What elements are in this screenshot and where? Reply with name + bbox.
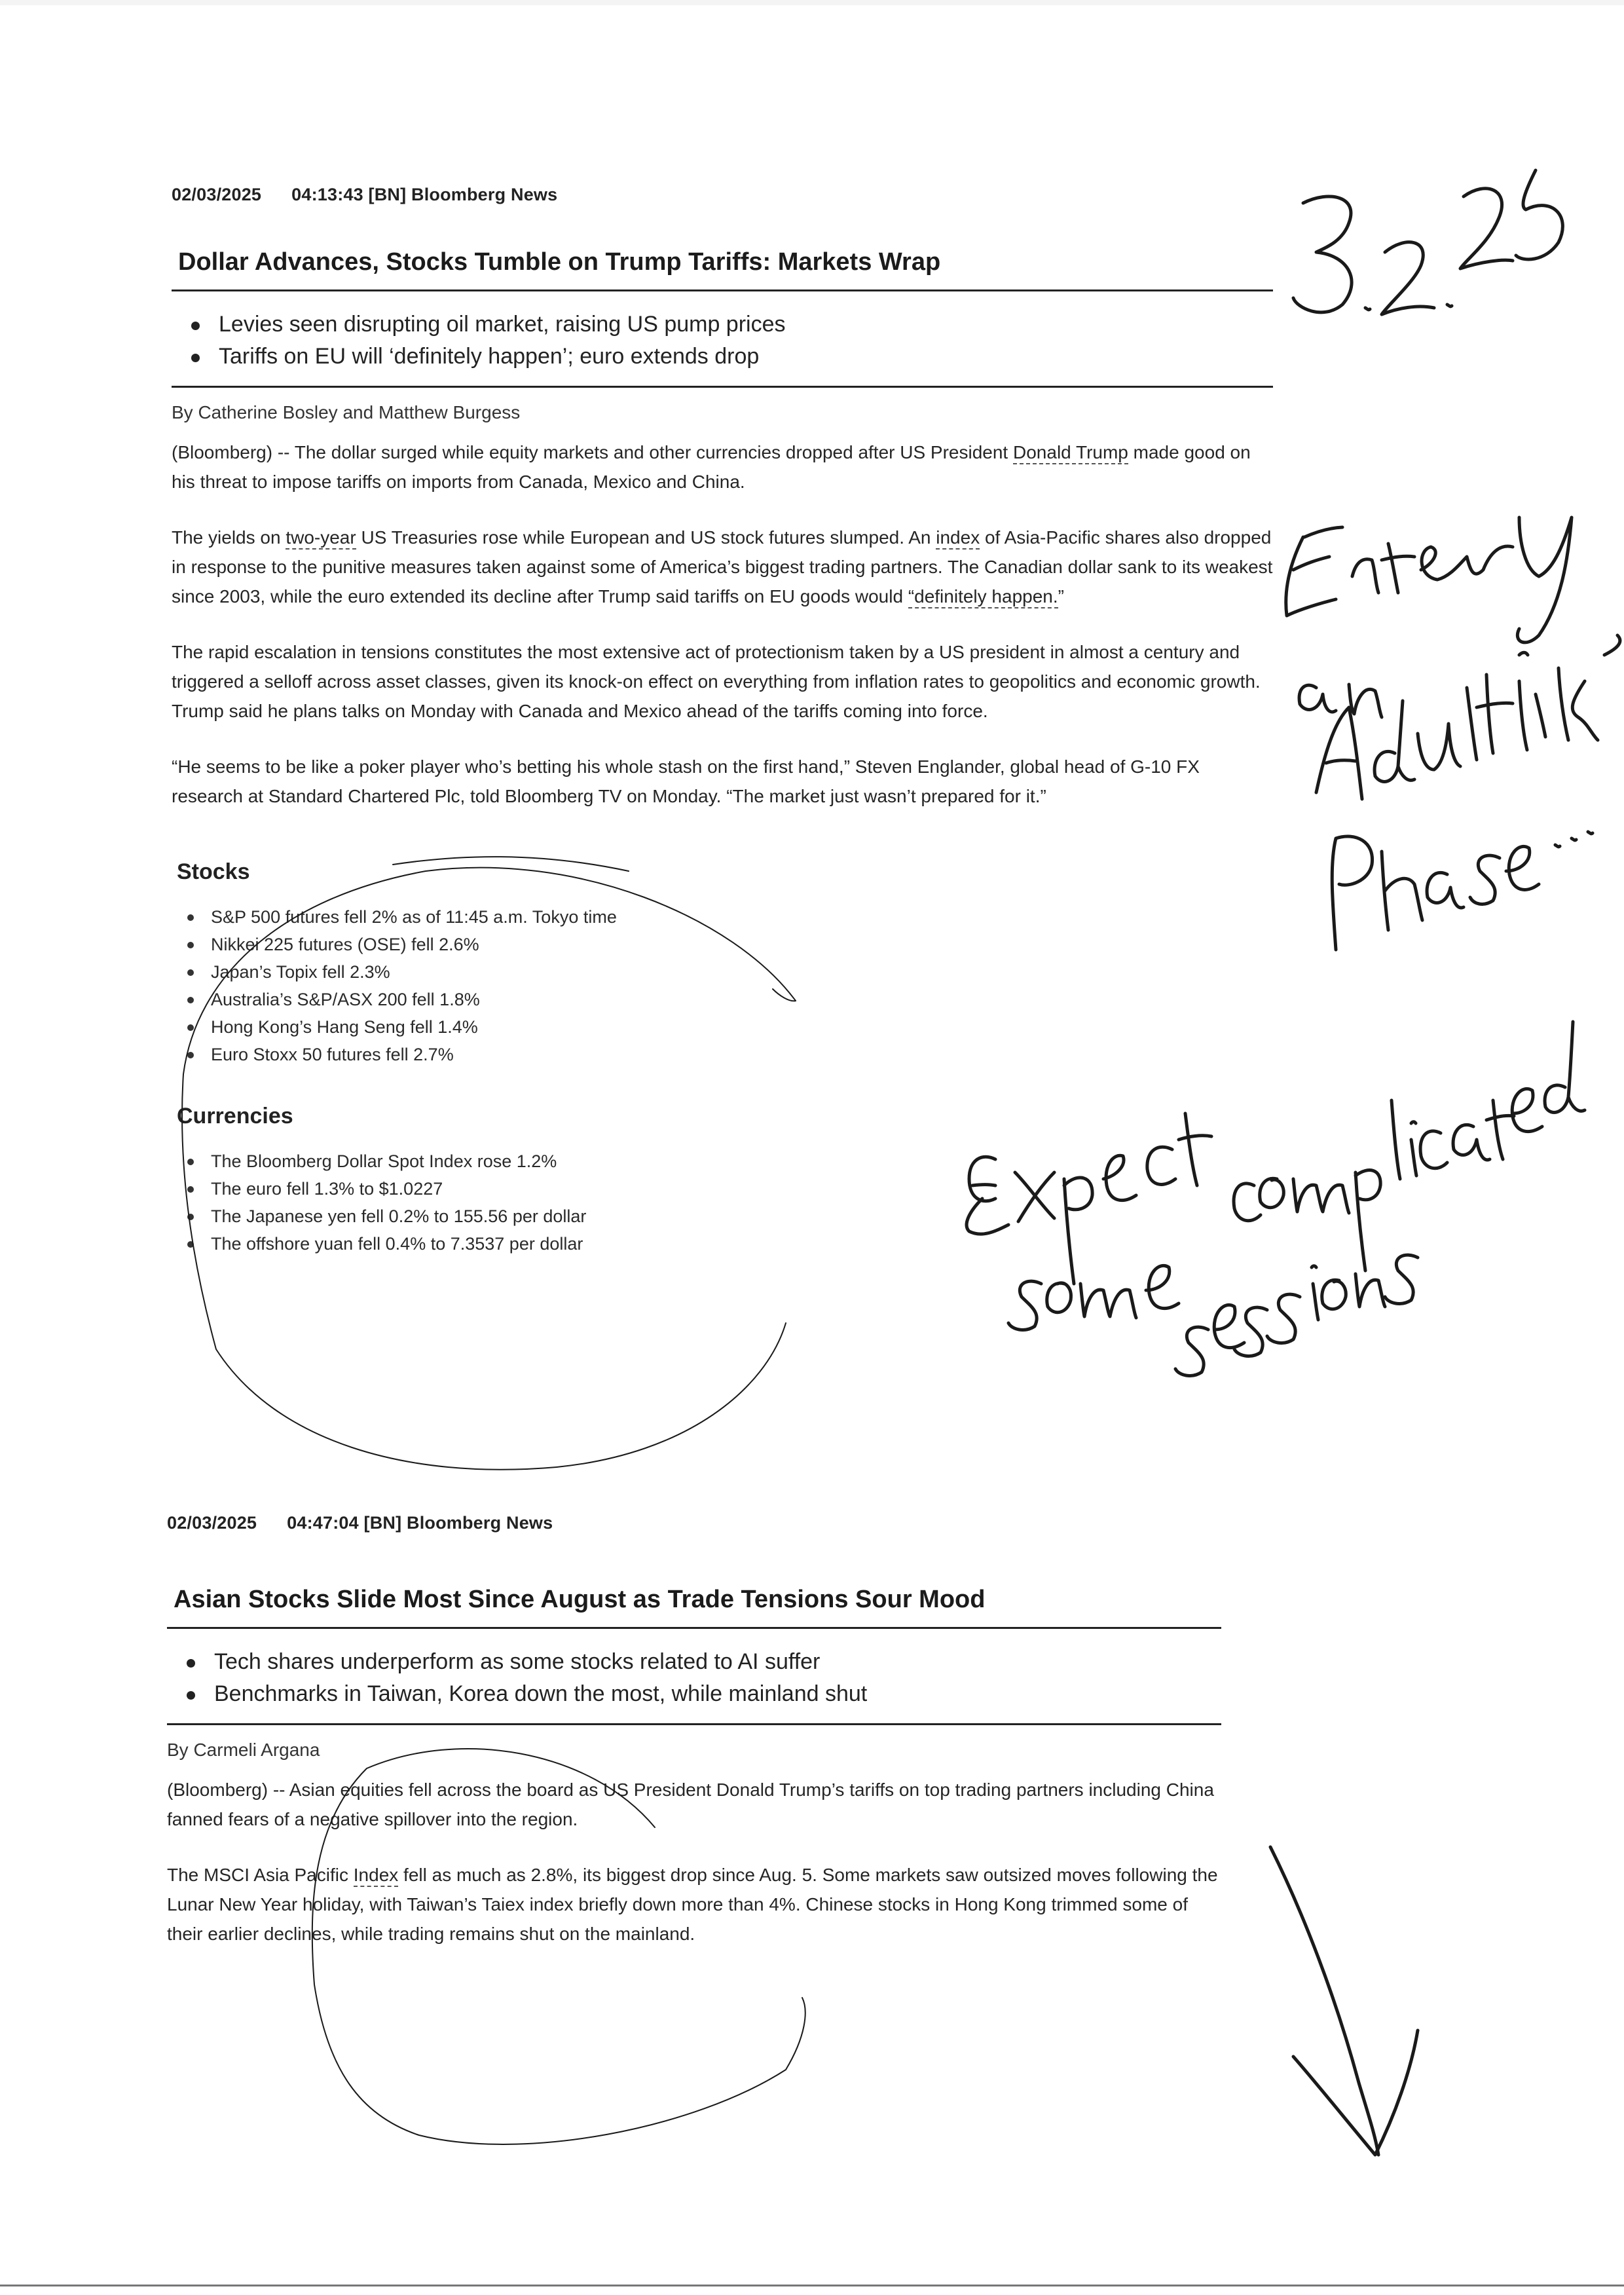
link-two-year[interactable]: two-year <box>286 527 356 550</box>
summary-bullet: Tech shares underperform as some stocks related to AI suffer <box>181 1646 1221 1678</box>
text: The MSCI Asia Pacific <box>167 1865 354 1885</box>
handwriting-side-note <box>1286 517 1620 950</box>
article-time-source: 04:47:04 [BN] Bloomberg News <box>287 1513 553 1533</box>
paragraph-1: (Bloomberg) -- Asian equities fell across the board as US President Donald Trump’s tariffs on top trading partners including China fanned fears of a negative spillover into the region. <box>167 1780 1214 1829</box>
arrow-down-icon <box>1270 1847 1418 2155</box>
article-meta <box>172 185 1273 205</box>
currency-item: The Bloomberg Dollar Spot Index rose 1.2% <box>183 1148 1273 1175</box>
article-markets-wrap <box>172 185 1273 1258</box>
stocks-list <box>172 903 1273 1068</box>
article-asian-stocks <box>167 1513 1221 1949</box>
summary-bullet: Benchmarks in Taiwan, Korea down the most, while mainland shut <box>181 1678 1221 1710</box>
summary-bullets <box>167 1646 1221 1710</box>
paragraph-4: “He seems to be like a poker player who’s betting his whole stash on the first hand,” Steven Englander, global head of G-10 FX research at Standard Chartered Plc, told Bloomberg TV on Monday. “The market just wasn’t prepared for it.” <box>172 756 1200 806</box>
stock-item: S&P 500 futures fell 2% as of 11:45 a.m. Tokyo time <box>183 903 1273 931</box>
article-time-source: 04:13:43 [BN] Bloomberg News <box>291 185 558 204</box>
article-date: 02/03/2025 <box>172 185 262 204</box>
stock-item: Euro Stoxx 50 futures fell 2.7% <box>183 1041 1273 1068</box>
currencies-heading: Currencies <box>177 1104 293 1129</box>
byline: By Carmeli Argana <box>167 1740 320 1760</box>
stocks-heading: Stocks <box>177 859 250 884</box>
text: made good on his threat to impose tariffs on imports from Canada, Mexico and China. <box>172 442 1251 492</box>
summary-rule <box>167 1723 1221 1725</box>
article-headline: Asian Stocks Slide Most Since August as Trade Tensions Sour Mood <box>174 1586 986 1613</box>
paragraph-2 <box>167 1860 1221 1949</box>
stock-item: Nikkei 225 futures (OSE) fell 2.6% <box>183 931 1273 958</box>
link-index[interactable]: index <box>936 527 980 550</box>
paragraph-2 <box>172 523 1273 611</box>
text: The yields on <box>172 527 286 548</box>
summary-bullets <box>172 308 1273 373</box>
text: (Bloomberg) -- The dollar surged while equity markets and other currencies dropped after US President <box>172 442 1013 462</box>
summary-bullet: Tariffs on EU will ‘definitely happen’; euro extends drop <box>186 341 1273 373</box>
text: of Asia-Pacific shares also dropped in response to the punitive measures taken against some of America’s biggest trading partners. The Canadian dollar sank to its weakest since 2003, while the euro extended its decline after Trump said tariffs on EU goods would <box>172 527 1273 606</box>
scan-top-edge <box>0 0 1624 5</box>
headline-rule <box>167 1627 1221 1629</box>
link-definitely-happen[interactable]: “definitely happen. <box>908 586 1058 608</box>
stock-item: Japan’s Topix fell 2.3% <box>183 958 1273 986</box>
article-headline: Dollar Advances, Stocks Tumble on Trump Tariffs: Markets Wrap <box>178 248 941 276</box>
link-donald-trump[interactable]: Donald Trump <box>1013 442 1128 464</box>
stock-item: Australia’s S&P/ASX 200 fell 1.8% <box>183 986 1273 1013</box>
scan-bottom-edge <box>0 2285 1624 2286</box>
paragraph-1 <box>172 438 1273 496</box>
currencies-list <box>172 1148 1273 1258</box>
handwriting-date-note <box>1293 170 1562 314</box>
byline: By Catherine Bosley and Matthew Burgess <box>172 402 521 422</box>
summary-rule <box>172 386 1273 388</box>
text: fell as much as 2.8%, its biggest drop since Aug. 5. Some markets saw outsized moves following the Lunar New Year holiday, with Taiwan’s Taiex index briefly down more than 4%. Chinese stocks in Hong Kong trimmed some of their earlier declines, while trading remains shut on the mainland. <box>167 1865 1218 1944</box>
currency-item: The Japanese yen fell 0.2% to 155.56 per dollar <box>183 1203 1273 1230</box>
text: ” <box>1058 586 1064 606</box>
currency-item: The euro fell 1.3% to $1.0227 <box>183 1175 1273 1203</box>
headline-rule <box>172 289 1273 291</box>
link-index[interactable]: Index <box>354 1865 399 1887</box>
article-date: 02/03/2025 <box>167 1513 257 1533</box>
article-meta <box>167 1513 1221 1533</box>
summary-bullet: Levies seen disrupting oil market, raising US pump prices <box>186 308 1273 341</box>
paragraph-3: The rapid escalation in tensions constitutes the most extensive act of protectionism taken by a US president in almost a century and triggered a selloff across asset classes, given its knock-on effect on everything from inflation rates to geopolitics and economic growth. Trump said he plans talks on Monday with Canada and Mexico ahead of the tariffs coming into force. <box>172 642 1261 721</box>
stock-item: Hong Kong’s Hang Seng fell 1.4% <box>183 1013 1273 1041</box>
text: US Treasuries rose while European and US stock futures slumped. An <box>356 527 936 548</box>
currency-item: The offshore yuan fell 0.4% to 7.3537 per dollar <box>183 1230 1273 1258</box>
